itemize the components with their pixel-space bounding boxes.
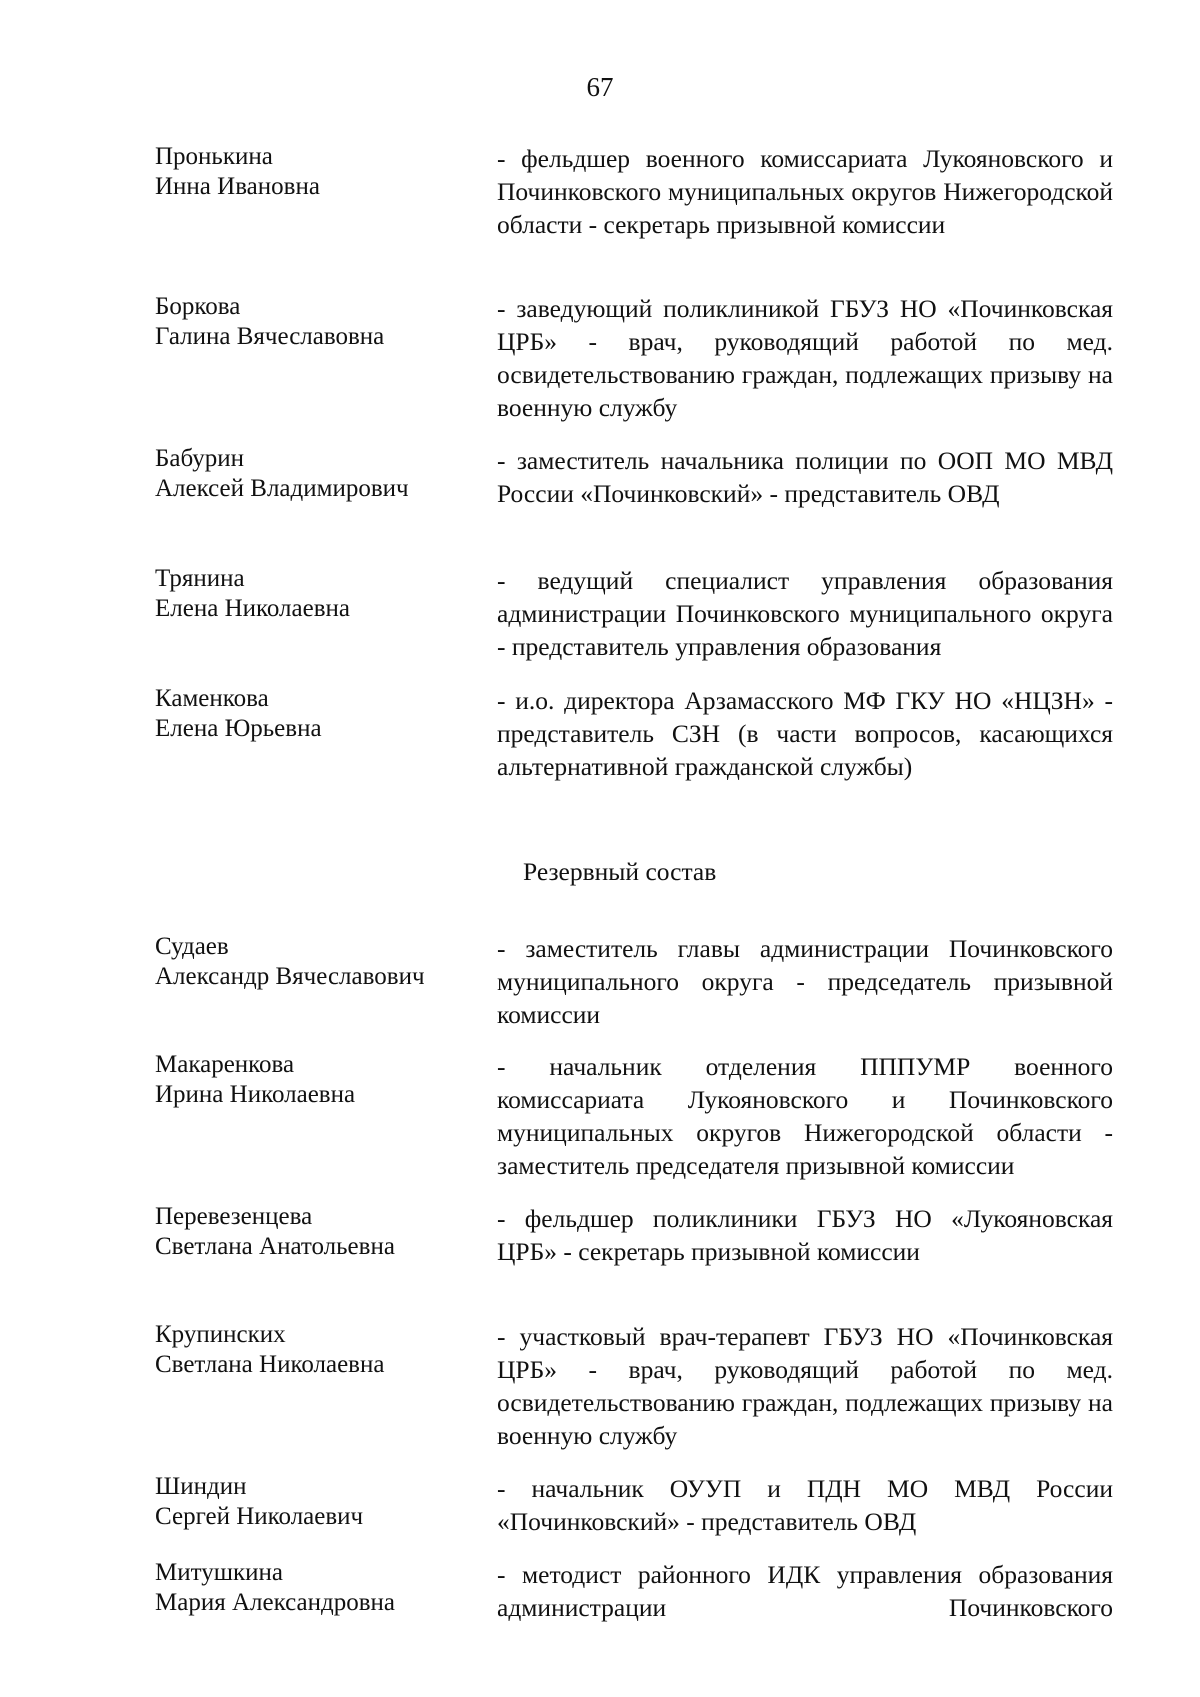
member-row xyxy=(155,142,1115,292)
member-name xyxy=(155,1558,485,1618)
member-row xyxy=(155,1320,1115,1472)
member-role: - и.о. директора Арзамасского МФ ГКУ НО «НЦЗН» - представитель СЗН (в части вопросов, касающихся альтернативной гражданской службы) xyxy=(497,686,1113,781)
member-row xyxy=(155,564,1115,684)
member-name xyxy=(155,444,485,504)
member-surname: Судаев xyxy=(155,933,229,960)
member-surname: Шиндин xyxy=(155,1473,247,1500)
member-row xyxy=(155,684,1115,824)
member-role: - участковый врач-терапевт ГБУЗ НО «Починковская ЦРБ» - врач, руководящий работой по мед. освидетельствованию граждан, подлежащих призыву на военную службу xyxy=(497,1322,1113,1450)
member-given-name: Светлана Анатольевна xyxy=(155,1233,395,1260)
member-name xyxy=(155,292,485,352)
member-name xyxy=(155,1472,485,1532)
member-surname: Митушкина xyxy=(155,1559,283,1586)
member-name xyxy=(155,142,485,202)
member-role: - начальник ОУУП и ПДН МО МВД России «Починковский» - представитель ОВД xyxy=(497,1474,1113,1536)
member-role: - методист районного ИДК управления образования администрации Починковского xyxy=(497,1560,1113,1622)
member-surname: Трянина xyxy=(155,565,245,592)
member-role: - фельдшер военного комиссариата Лукояновского и Починковского муниципальных округов Нижегородской области - секретарь призывной комиссии xyxy=(497,144,1113,239)
member-given-name: Светлана Николаевна xyxy=(155,1351,385,1378)
member-surname: Макаренкова xyxy=(155,1051,295,1078)
member-given-name: Елена Николаевна xyxy=(155,595,350,622)
member-given-name: Ирина Николаевна xyxy=(155,1081,356,1108)
member-name xyxy=(155,1202,485,1262)
member-given-name: Александр Вячеславович xyxy=(155,963,425,990)
member-role: - заместитель главы администрации Починковского муниципального округа - председатель призывной комиссии xyxy=(497,934,1113,1029)
reserve-section-title: Резервный состав xyxy=(523,857,717,886)
member-name xyxy=(155,932,485,992)
member-role: - начальник отделения ПППУМР военного комиссариата Лукояновского и Починковского муниципальных округов Нижегородской области - заместитель председателя призывной комиссии xyxy=(497,1052,1113,1180)
member-surname: Бабурин xyxy=(155,445,244,472)
member-role: - фельдшер поликлиники ГБУЗ НО «Лукояновская ЦРБ» - секретарь призывной комиссии xyxy=(497,1204,1113,1266)
member-given-name: Инна Ивановна xyxy=(155,173,320,200)
member-role: - заведующий поликлиникой ГБУЗ НО «Починковская ЦРБ» - врач, руководящий работой по мед. освидетельствованию граждан, подлежащих призыву на военную службу xyxy=(497,294,1113,422)
member-given-name: Елена Юрьевна xyxy=(155,715,322,742)
member-row xyxy=(155,1558,1115,1628)
member-given-name: Галина Вячеславовна xyxy=(155,323,385,350)
member-name xyxy=(155,1050,485,1110)
reserve-members-list xyxy=(155,932,1115,1628)
member-given-name: Сергей Николаевич xyxy=(155,1503,364,1530)
member-row xyxy=(155,932,1115,1050)
main-members-list xyxy=(155,142,1115,824)
member-surname: Перевезенцева xyxy=(155,1203,313,1230)
page-number: 67 xyxy=(586,72,614,102)
member-row xyxy=(155,292,1115,444)
member-given-name: Мария Александровна xyxy=(155,1589,395,1616)
member-row xyxy=(155,444,1115,564)
member-row xyxy=(155,1472,1115,1558)
member-row xyxy=(155,1050,1115,1202)
member-row xyxy=(155,1202,1115,1320)
member-given-name: Алексей Владимирович xyxy=(155,475,409,502)
member-role: - заместитель начальника полиции по ООП МО МВД России «Починковский» - представитель ОВД xyxy=(497,446,1113,508)
member-surname: Каменкова xyxy=(155,685,269,712)
member-name xyxy=(155,564,485,624)
member-role: - ведущий специалист управления образования администрации Починковского муниципального округа - представитель управления образования xyxy=(497,566,1113,661)
member-name xyxy=(155,684,485,744)
member-surname: Боркова xyxy=(155,293,241,320)
member-surname: Крупинских xyxy=(155,1321,286,1348)
member-surname: Пронькина xyxy=(155,143,273,170)
member-name xyxy=(155,1320,485,1380)
